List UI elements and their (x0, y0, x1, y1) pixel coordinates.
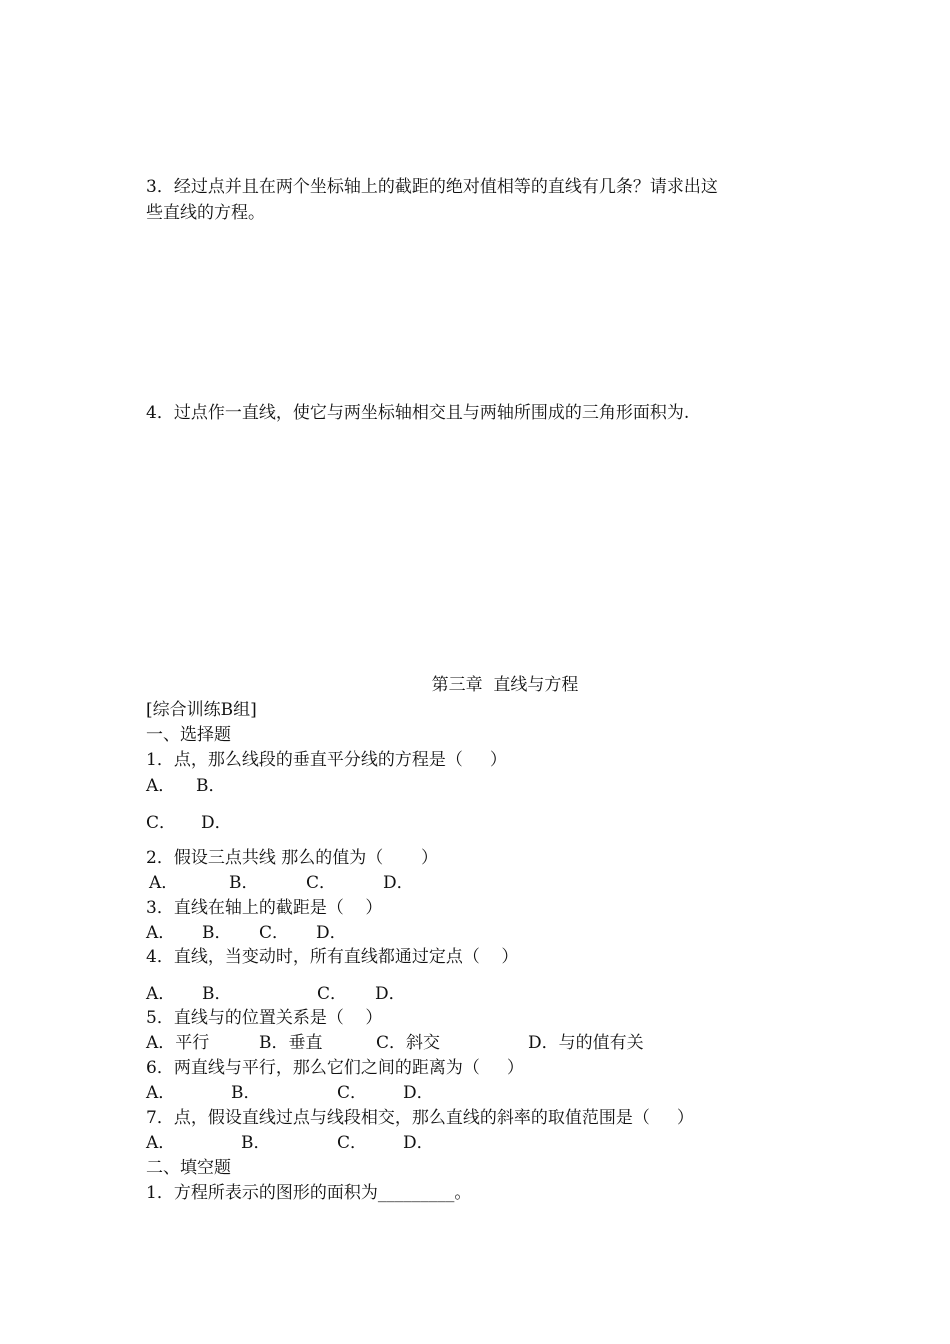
mc-6-option-d: D． (403, 1083, 434, 1103)
mc-5-option-b: B．垂直 (259, 1033, 323, 1053)
mc-2-option-a: A． (149, 873, 179, 893)
mc-7-option-d: D． (403, 1133, 434, 1153)
mc-7-option-c: C． (337, 1133, 368, 1153)
mc-question-6: 6．两直线与平行，那么它们之间的距离为（ ） (146, 1058, 524, 1078)
mc-3-option-d: D． (316, 923, 347, 943)
mc-4-option-d: D． (375, 984, 406, 1004)
mc-1-option-c: C． (146, 813, 177, 833)
mc-5-option-d: D．与的值有关 (528, 1033, 644, 1053)
problem-3-line-1: 3．经过点并且在两个坐标轴上的截距的绝对值相等的直线有几条？请求出这 (146, 177, 718, 197)
mc-question-2: 2．假设三点共线 那么的值为（ ） (146, 848, 439, 868)
mc-1-option-d: D． (201, 813, 232, 833)
mc-question-5: 5．直线与的位置关系是（ ） (146, 1008, 383, 1028)
fill-question-1: 1．方程所表示的图形的面积为_________。 (146, 1183, 472, 1203)
problem-4-line-1: 4．过点作一直线，使它与两坐标轴相交且与两轴所围成的三角形面积为. (146, 403, 690, 423)
mc-3-option-c: C． (259, 923, 290, 943)
group-label: [综合训练B组] (146, 700, 257, 720)
section-1-title: 一、选择题 (146, 725, 231, 745)
mc-1-option-a: A． (146, 776, 176, 796)
mc-question-4: 4．直线，当变动时，所有直线都通过定点（ ） (146, 947, 519, 967)
mc-1-option-b: B． (196, 776, 226, 796)
mc-2-option-d: D． (383, 873, 414, 893)
mc-7-option-a: A． (146, 1133, 176, 1153)
problem-3-line-2: 些直线的方程。 (146, 203, 265, 223)
mc-question-1: 1．点，那么线段的垂直平分线的方程是（ ） (146, 750, 507, 770)
mc-2-option-b: B． (229, 873, 259, 893)
mc-4-option-a: A． (146, 984, 176, 1004)
mc-5-option-c: C．斜交 (376, 1033, 441, 1053)
mc-3-option-a: A． (146, 923, 176, 943)
mc-question-3: 3．直线在轴上的截距是（ ） (146, 898, 383, 918)
mc-5-option-a: A．平行 (146, 1033, 210, 1053)
mc-4-option-b: B． (202, 984, 232, 1004)
mc-7-option-b: B． (241, 1133, 271, 1153)
mc-3-option-b: B． (202, 923, 232, 943)
mc-4-option-c: C． (317, 984, 348, 1004)
mc-2-option-c: C． (306, 873, 337, 893)
mc-6-option-c: C． (337, 1083, 368, 1103)
mc-6-option-a: A． (146, 1083, 176, 1103)
mc-6-option-b: B． (231, 1083, 261, 1103)
mc-question-7: 7．点，假设直线过点与线段相交，那么直线的斜率的取值范围是（ ） (146, 1108, 694, 1128)
section-2-title: 二、填空题 (146, 1158, 231, 1178)
chapter-title: 第三章 直线与方程 (431, 675, 579, 695)
